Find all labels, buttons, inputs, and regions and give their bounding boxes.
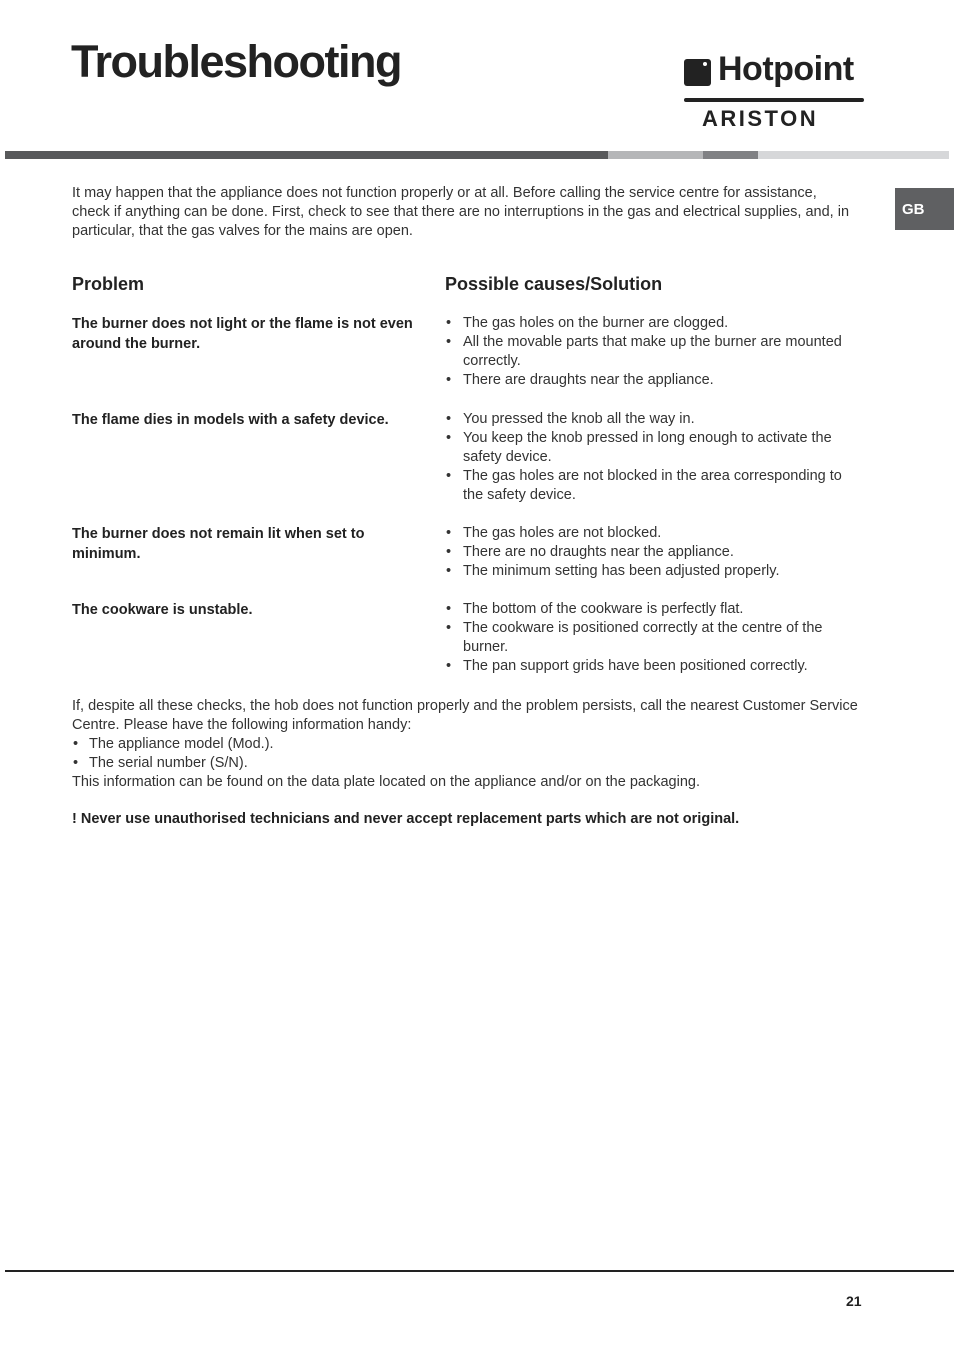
problem-text: The cookware is unstable. xyxy=(72,602,253,618)
cause-item: • You keep the knob pressed in long enough to activate the safety device. xyxy=(445,429,865,467)
cause-item: • The minimum setting has been adjusted properly. xyxy=(445,562,865,581)
cause-item: • There are draughts near the appliance. xyxy=(445,371,865,390)
intro-paragraph: It may happen that the appliance does not function properly or at all. Before calling the service centre for assistance, check if anything can be done. First, check to see that there are no interruptions in the gas and electrical supplies, and, in particular, that the gas valves for the mains are open. xyxy=(72,185,850,239)
cause-item: • All the movable parts that make up the burner are mounted correctly. xyxy=(445,333,865,371)
warning-note: ! Never use unauthorised technicians and never accept replacement parts which are not original. xyxy=(72,811,740,827)
problem-column-heading: Problem xyxy=(72,274,145,294)
logo-divider xyxy=(684,98,864,102)
cause-item: • The gas holes on the burner are clogged. xyxy=(445,314,865,333)
brand-logo xyxy=(684,50,864,136)
outro-section xyxy=(72,697,872,792)
footer-divider xyxy=(5,1270,954,1272)
causes-list xyxy=(445,314,865,390)
cause-item: • The bottom of the cookware is perfectly flat. xyxy=(445,600,865,619)
page-title: Troubleshooting xyxy=(71,36,401,87)
cause-item: • You pressed the knob all the way in. xyxy=(445,410,865,429)
header-bar-segment xyxy=(758,151,949,159)
causes-column-heading: Possible causes/Solution xyxy=(445,274,663,294)
info-item: • The appliance model (Mod.). xyxy=(72,735,872,754)
logo-brand-text: Hotpoint xyxy=(718,50,854,88)
outro-closing: This information can be found on the data plate located on the appliance and/or on the packaging. xyxy=(72,774,700,790)
problem-text: The burner does not remain lit when set to minimum. xyxy=(72,526,365,562)
causes-list xyxy=(445,600,865,676)
causes-list xyxy=(445,410,865,505)
cause-item: • The gas holes are not blocked in the area corresponding to the safety device. xyxy=(445,467,865,505)
problem-text: The burner does not light or the flame is not even around the burner. xyxy=(72,316,413,352)
header-bar-segment xyxy=(703,151,758,159)
info-item: • The serial number (S/N). xyxy=(72,754,872,773)
header-bar-segment xyxy=(5,151,608,159)
logo-sub-text: ARISTON xyxy=(702,106,819,131)
outro-paragraph: If, despite all these checks, the hob does not function properly and the problem persists, call the nearest Customer Service Centre. Please have the following information handy: xyxy=(72,698,858,733)
header-bar-segment xyxy=(608,151,703,159)
language-tab-label: GB xyxy=(902,200,925,218)
language-tab xyxy=(895,188,954,230)
cause-item: • The pan support grids have been positioned correctly. xyxy=(445,657,865,676)
problem-text: The flame dies in models with a safety device. xyxy=(72,412,389,428)
cause-item: • The cookware is positioned correctly at the centre of the burner. xyxy=(445,619,865,657)
logo-mark-icon xyxy=(684,59,711,86)
cause-item: • The gas holes are not blocked. xyxy=(445,524,865,543)
page-number: 21 xyxy=(846,1293,862,1309)
cause-item: • There are no draughts near the appliance. xyxy=(445,543,865,562)
causes-list xyxy=(445,524,865,581)
info-list xyxy=(72,735,872,773)
